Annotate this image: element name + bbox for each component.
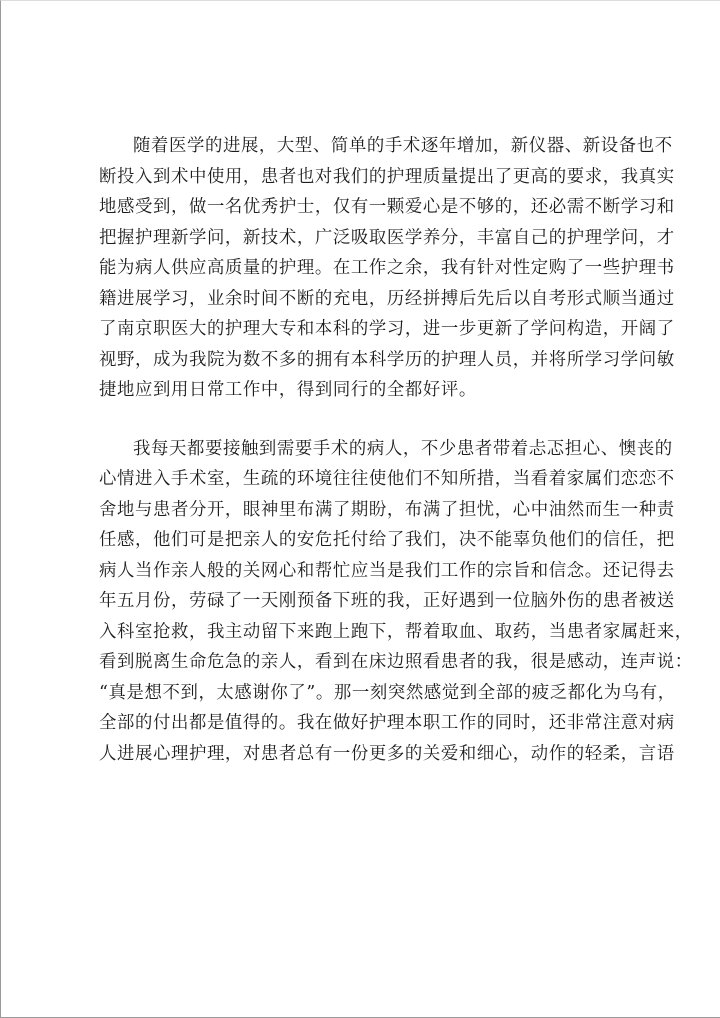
paragraph-1 xyxy=(99,131,675,406)
document-body xyxy=(99,131,693,797)
text-line: 全部的付出都是值得的。我在做好护理本职工作的同时，还非常注意对病 xyxy=(99,713,675,733)
text-line: 任感，他们可是把亲人的安危托付给了我们，决不能辜负他们的信任，把 xyxy=(99,530,675,550)
text-line: 入科室抢救，我主动留下来跑上跑下，帮着取血、取药，当患者家属赶来， xyxy=(99,621,693,642)
text-line: 能为病人供应高质量的护理。在工作之余，我有针对性定购了一些护理书 xyxy=(99,258,675,278)
paragraph-2 xyxy=(99,434,693,770)
text-line: 把握护理新学问，新技术，广泛吸取医学养分，丰富自己的护理学问，才 xyxy=(99,227,675,248)
text-line: 看到脱离生命危急的亲人，看到在床边照看患者的我，很是感动，连声说： xyxy=(99,652,693,672)
text-line: 舍地与患者分开，眼神里布满了期盼，布满了担忧，心中油然而生一种责 xyxy=(99,499,675,520)
text-line: “真是想不到，太感谢你了”。那一刻突然感觉到全部的疲乏都化为乌有， xyxy=(99,682,676,703)
text-line: 年五月份，劳碌了一天刚预备下班的我，正好遇到一位脑外伤的患者被送 xyxy=(99,591,675,611)
text-line: 人进展心理护理，对患者总有一份更多的关爱和细心，动作的轻柔，言语 xyxy=(99,743,675,764)
text-line: 视野，成为我院为数不多的拥有本科学历的护理人员，并将所学习学问敏 xyxy=(99,349,675,370)
text-line: 我每天都要接触到需要手术的病人，不少患者带着忐忑担心、懊丧的 xyxy=(133,438,673,459)
text-line: 随着医学的进展，大型、简单的手术逐年增加，新仪器、新设备也不 xyxy=(133,136,673,156)
text-line: 地感受到，做一名优秀护士，仅有一颗爱心是不够的，还必需不断学习和 xyxy=(99,197,675,217)
text-line: 捷地应到用日常工作中，得到同行的全都好评。 xyxy=(99,380,477,400)
text-line: 断投入到术中使用，患者也对我们的护理质量提出了更高的要求，我真实 xyxy=(99,166,675,187)
text-line: 了南京职医大的护理大专和本科的学习，进一步更新了学问构造，开阔了 xyxy=(99,319,675,339)
text-line: 心情进入手术室，生疏的环境往往使他们不知所措，当看着家属们恋恋不 xyxy=(99,469,675,489)
text-line: 病人当作亲人般的关网心和帮忙应当是我们工作的宗旨和信念。还记得去 xyxy=(99,560,675,581)
text-line: 籍进展学习，业余时间不断的充电，历经拼搏后先后以自考形式顺当通过 xyxy=(99,288,675,309)
